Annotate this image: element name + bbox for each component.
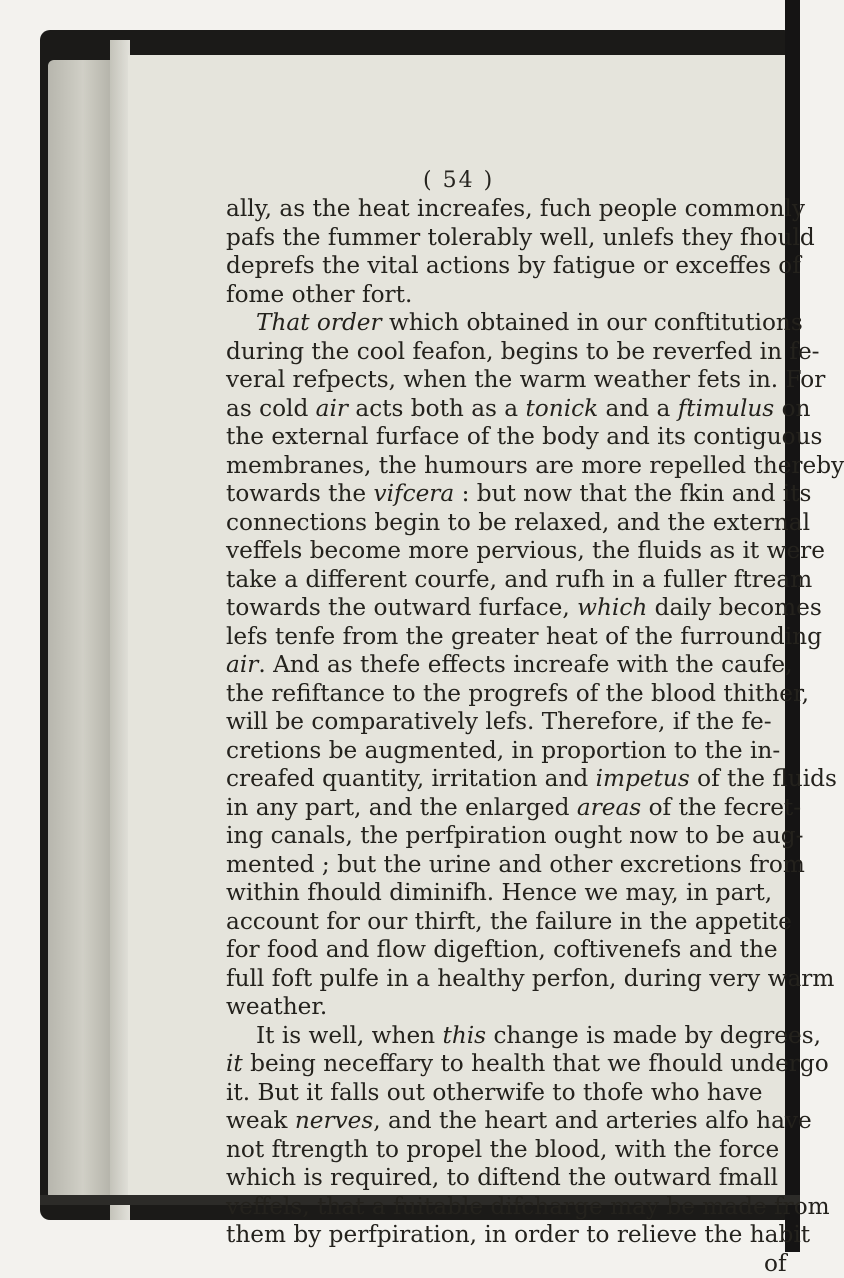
text-span: It is well, when (256, 1022, 443, 1049)
text-line (226, 1022, 791, 1051)
text-span: lefs tenfe from the greater heat of the furrounding (226, 623, 822, 650)
text-span: connections begin to be relaxed, and the external (226, 509, 810, 536)
text-span: towards the (226, 480, 374, 507)
italic-text: ftimulus (678, 395, 775, 422)
text-line (226, 623, 791, 652)
text-line (226, 1136, 791, 1165)
text-span: account for our thirft, the failure in the appetite (226, 908, 792, 935)
text-span: which is required, to diftend the outward fmall (226, 1164, 778, 1191)
text-span: and a (598, 395, 678, 422)
text-line (226, 566, 791, 595)
text-span: membranes, the humours are more repelled thereby (226, 452, 844, 479)
text-span: full foft pulfe in a healthy perfon, during very warm (226, 965, 834, 992)
text-line (226, 224, 791, 253)
text-span: . And as thefe effects increafe with the caufe, (258, 651, 792, 678)
text-span: not ftrength to propel the blood, with the force (226, 1136, 779, 1163)
text-span: mented ; but the urine and other excretions from (226, 851, 805, 878)
text-line (226, 594, 791, 623)
italic-text: air (226, 651, 258, 678)
text-span: change is made by degrees, (486, 1022, 821, 1049)
text-span: towards the outward furface, (226, 594, 577, 621)
text-span: daily becomes (647, 594, 821, 621)
text-span: the external furface of the body and its contiguous (226, 423, 822, 450)
text-span: creafed quantity, irritation and (226, 765, 596, 792)
text-span: during the cool feafon, begins to be reverfed in fe- (226, 338, 820, 365)
text-line (226, 309, 791, 338)
text-line (226, 509, 791, 538)
text-line (226, 822, 791, 851)
text-span: take a different courfe, and rufh in a fuller ftream (226, 566, 812, 593)
text-line (226, 794, 791, 823)
italic-text: tonick (525, 395, 598, 422)
text-span: of the fluids (690, 765, 837, 792)
text-span: the refiftance to the progrefs of the blood thither, (226, 680, 809, 707)
text-line (226, 1221, 791, 1250)
body-text (226, 195, 791, 1278)
text-line (226, 993, 791, 1022)
text-span: which obtained in our conftitutions (382, 309, 803, 336)
text-span: : but now that the fkin and its (454, 480, 811, 507)
italic-text: it (226, 1050, 243, 1077)
text-span: it. But it falls out otherwife to thofe who have (226, 1079, 763, 1106)
text-line (226, 737, 791, 766)
text-span: as cold (226, 395, 316, 422)
text-line (226, 252, 791, 281)
text-line (226, 879, 791, 908)
text-line (226, 936, 791, 965)
text-line (226, 1079, 791, 1108)
spine-edge (48, 60, 118, 1200)
italic-text: That order (256, 309, 382, 336)
text-span: within fhould diminifh. Hence we may, in part, (226, 879, 772, 906)
gutter (110, 40, 130, 1220)
text-line (226, 452, 791, 481)
text-line (226, 366, 791, 395)
text-line (226, 480, 791, 509)
italic-text: this (443, 1022, 487, 1049)
text-line (226, 395, 791, 424)
italic-text: nerves (295, 1107, 373, 1134)
text-span: deprefs the vital actions by fatigue or exceffes of (226, 252, 801, 279)
text-line (226, 1050, 791, 1079)
italic-text: impetus (596, 765, 690, 792)
text-line (226, 423, 791, 452)
text-span: of the fecret- (641, 794, 801, 821)
text-line (226, 765, 791, 794)
text-line (226, 537, 791, 566)
text-line (226, 338, 791, 367)
italic-text: air (316, 395, 348, 422)
text-span: them by perfpiration, in order to relieve the habit (226, 1221, 810, 1248)
text-span: cretions be augmented, in proportion to the in- (226, 737, 780, 764)
text-line (226, 708, 791, 737)
italic-text: which (577, 594, 647, 621)
text-span: veffels, that a fuitable difcharge may be made from (226, 1193, 830, 1220)
text-line (226, 651, 791, 680)
text-span: being neceffary to health that we fhould undergo (243, 1050, 829, 1077)
text-span: pafs the fummer tolerably well, unlefs they fhould (226, 224, 815, 251)
text-span: on (774, 395, 810, 422)
text-line (226, 851, 791, 880)
text-span: fome other fort. (226, 281, 412, 308)
text-line (226, 195, 791, 224)
text-span: for food and flow digeftion, coftivenefs and the (226, 936, 778, 963)
text-line (226, 1107, 791, 1136)
text-span: veffels become more pervious, the fluids as it were (226, 537, 825, 564)
text-line (226, 908, 791, 937)
italic-text: areas (577, 794, 641, 821)
text-span: in any part, and the enlarged (226, 794, 577, 821)
text-span: veral refpects, when the warm weather fets in. For (226, 366, 825, 393)
text-span: ing canals, the perfpiration ought now to be aug- (226, 822, 803, 849)
text-line (226, 1193, 791, 1222)
text-span: , and the heart and arteries alfo have (373, 1107, 811, 1134)
text-line (226, 965, 791, 994)
text-line (226, 281, 791, 310)
text-span: will be comparatively lefs. Therefore, if the fe- (226, 708, 772, 735)
text-span: weather. (226, 993, 327, 1020)
catchword: of (226, 1250, 791, 1278)
text-line (226, 1164, 791, 1193)
text-span: ally, as the heat increafes, fuch people commonly (226, 195, 805, 222)
text-line (226, 680, 791, 709)
italic-text: vifcera (374, 480, 455, 507)
text-span: weak (226, 1107, 295, 1134)
text-span: acts both as a (348, 395, 525, 422)
page-number: ( 54 ) (423, 168, 494, 193)
